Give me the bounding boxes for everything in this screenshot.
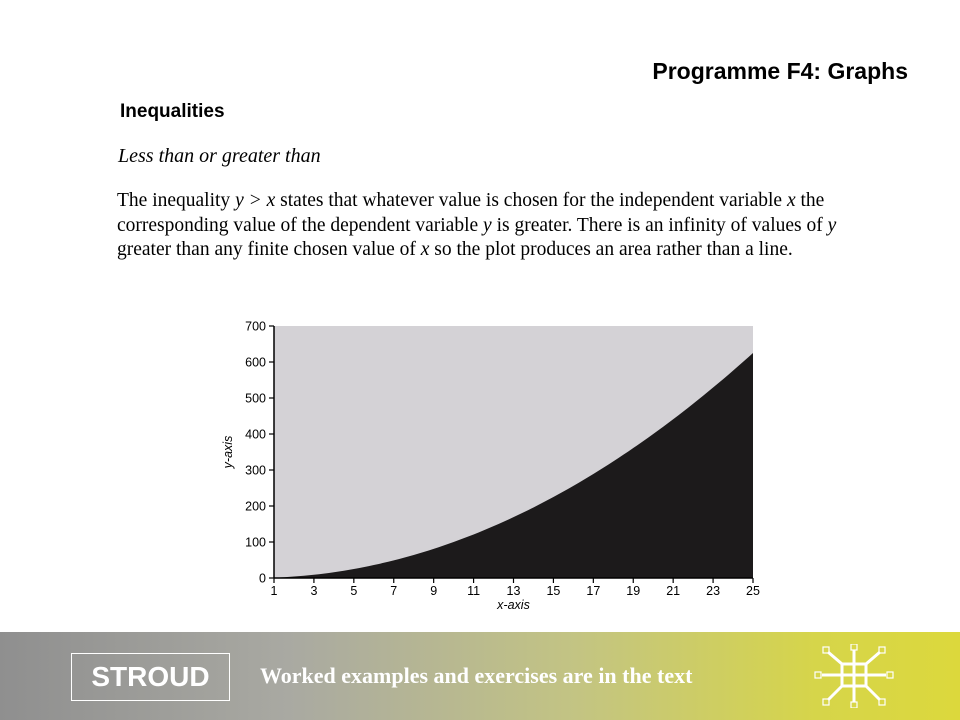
y-tick-label: 0 (259, 571, 266, 586)
variable-x: x (420, 239, 430, 260)
x-axis-label: x-axis (497, 598, 530, 612)
x-tick-label: 7 (390, 584, 398, 598)
body-paragraph (117, 189, 847, 263)
inequality-area-chart (210, 312, 770, 617)
body-text-part: greater than any finite chosen value of (117, 239, 421, 260)
x-tick-label: 23 (706, 584, 721, 598)
inequality-expression: y > x (235, 190, 276, 211)
y-axis-label: y-axis (221, 435, 235, 469)
body-text-part: so the plot produces an area rather than a line. (429, 239, 793, 260)
x-tick-label: 11 (467, 584, 481, 598)
stroud-logo-box: STROUD (71, 653, 230, 701)
y-tick-label: 400 (245, 427, 266, 442)
body-text-part: states that whatever value is chosen for the independent variable (275, 190, 787, 211)
x-tick-label: 25 (746, 584, 760, 598)
body-text-part: is greater. There is an infinity of values of (491, 214, 828, 236)
x-tick-label: 3 (310, 584, 318, 598)
body-text-part: The inequality (117, 190, 236, 211)
network-logo-icon (814, 644, 894, 708)
x-tick-label: 17 (586, 584, 601, 598)
section-heading: Inequalities (120, 101, 225, 122)
x-tick-label: 1 (270, 584, 278, 598)
footer-bar (0, 632, 960, 720)
y-tick-label: 700 (245, 319, 266, 334)
variable-x: x (786, 190, 796, 211)
variable-y: y (827, 214, 837, 236)
programme-title: Programme F4: Graphs (652, 58, 908, 84)
x-tick-label: 21 (666, 584, 681, 598)
variable-y: y (483, 214, 492, 236)
section-subheading: Less than or greater than (118, 145, 321, 167)
footer-text: Worked examples and exercises are in the text (260, 663, 693, 688)
x-tick-label: 15 (546, 584, 561, 598)
x-tick-label: 13 (506, 584, 521, 598)
x-tick-label: 19 (626, 584, 641, 598)
x-tick-label: 9 (430, 584, 438, 598)
x-tick-label: 5 (350, 584, 358, 598)
y-tick-label: 500 (245, 391, 266, 406)
y-tick-label: 200 (245, 499, 266, 514)
y-tick-label: 300 (245, 463, 266, 478)
y-tick-label: 600 (245, 355, 266, 370)
y-tick-label: 100 (245, 535, 266, 550)
body-text-part: the corresponding value of the dependent variable (117, 190, 825, 236)
